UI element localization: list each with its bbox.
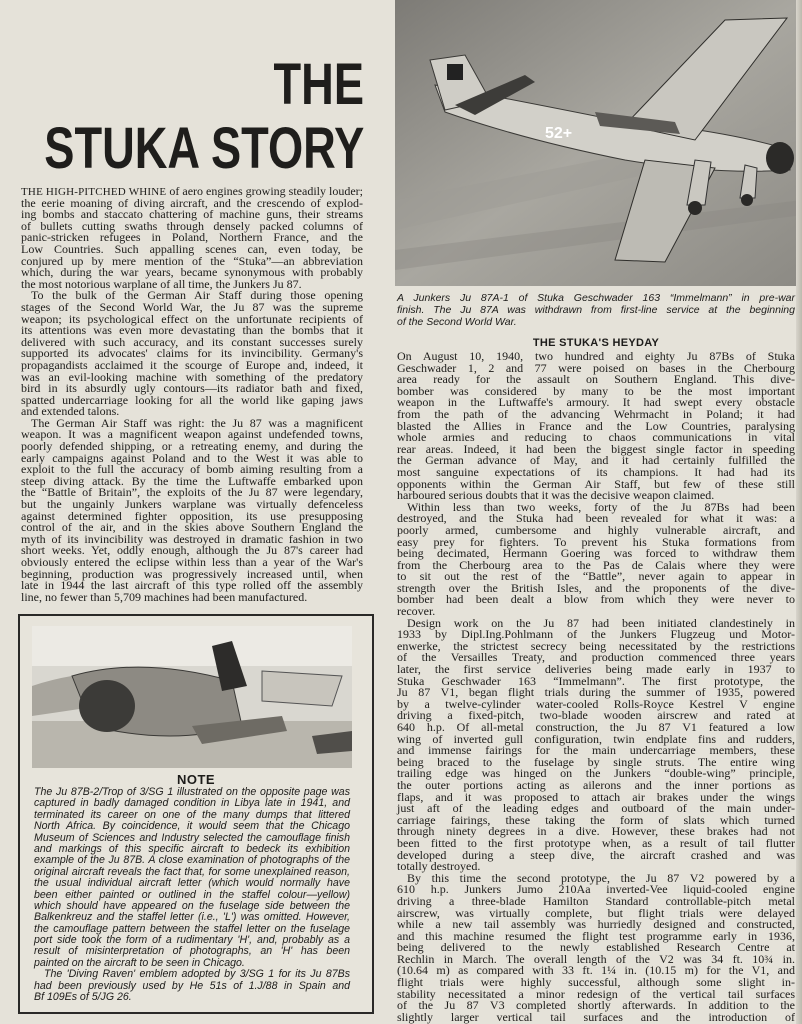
text-line: The 'Diving Raven' emblem adopted by 3/SG 1 for its Ju 87Bs: [44, 968, 350, 981]
text-line: from the path of the advancing Wehrmacht in Poland; it had: [397, 406, 795, 421]
text-line: from the Cherbourg area to the Pas de Calais where they were: [397, 557, 795, 572]
text-line: steep diving attack. By the time the Luftwaffe embarked upon: [21, 473, 363, 488]
intro-lead-in: THE HIGH-PITCHED WHINE: [21, 186, 167, 198]
text-line: supported its advocates' claims for its invincibility. Germany's: [21, 346, 363, 361]
text-line: recover.: [397, 604, 436, 619]
text-line: propagandists acclaimed it the scourge of Europe and, indeed, it: [21, 357, 363, 372]
text-line: the camouflage pattern between the staffel letter on the fuselage: [34, 922, 350, 935]
text-line: of the Ju 87 V3 completed shortly afterwards. In addition to the: [397, 998, 795, 1013]
text-line: and markings of this specific aircraft to bedeck its exhibition: [34, 842, 350, 855]
text-line: by a twelve-cylinder water-cooled Rolls-Royce Kestrel V engine: [397, 696, 795, 711]
text-line: By this time the second prototype, the Ju 87 V2 powered by a: [407, 870, 795, 885]
text-line: blasted the Allies in France and the Low Countries, paralysing: [397, 418, 795, 433]
note-text: [34, 787, 350, 1003]
text-line: spatted undercarriage looking for all the world like gaping jaws: [21, 392, 363, 407]
text-line: stability necessitated a minor redesign of the vertical tail surfaces: [397, 986, 795, 1001]
intro-first-line: of aero engines growing steadily louder;: [166, 184, 363, 198]
text-line: Stuka Geschwader 163 “Immelmann”. The first prototype, the: [397, 673, 795, 688]
text-line: (10.64 m) as compared with 33 ft. 1¼ in. (10.15 m) for the V1, and: [397, 963, 795, 978]
text-line: and extended talons.: [21, 404, 120, 419]
text-line: To the bulk of the German Air Staff during those opening: [31, 288, 363, 303]
text-line: ing bombs and staccato chattering of machine guns, their streams: [21, 207, 363, 222]
text-line: its attentions was even more devastating than the bombs that it: [21, 323, 363, 338]
text-line: example of the Ju 87B. A close examination of photographs of the: [34, 854, 350, 867]
note-sidebar-box: [18, 614, 374, 1014]
text-line: 610 h.p. Junkers Jumo 210Aa inverted-Vee liquid-cooled engine: [397, 882, 795, 897]
text-line: Rechlin in March. The overall length of the V2 was 34 ft. 10¾ in.: [397, 951, 795, 966]
text-line: Balkenkreuz and the staffel letter (i.e., 'L') was omitted. However,: [34, 911, 350, 924]
text-line: easy prey for fighters. To prevent his Stuka formations from: [397, 534, 795, 549]
text-line: late in 1944 the last aircraft of this type rolled off the assembly: [21, 578, 363, 593]
text-line: myth of its invincibility was destroyed in dramatic fashion in two: [21, 531, 363, 546]
text-line: result of misinterpretation of photographs, an 'H' has been: [34, 945, 350, 958]
article-title-line-1: THE: [273, 52, 364, 117]
text-line: destroyed, and the Stuka had been revealed for what it was: a: [397, 511, 795, 526]
note-title: NOTE: [176, 772, 216, 787]
text-line: enwerke, the strictest secrecy being necessitated by the restrictions: [397, 638, 795, 653]
text-line: to sit out the rest of the “Battle”, never again to appear in: [397, 569, 795, 584]
text-line: The German Air Staff was right: the Ju 87 was a magnificent: [31, 415, 363, 430]
text-line: of bullets cutting swaths through densely packed columns of: [21, 218, 363, 233]
text-line: flaps, and it was proposed to attach air brakes under the wings: [397, 789, 795, 804]
text-line: being braced to the fuselage by single struts. The entire wing: [397, 754, 795, 769]
section-heading: THE STUKA'S HEYDAY: [532, 337, 660, 349]
text-line: totally destroyed.: [397, 859, 481, 874]
text-line: which should have appeared on the fuselage side between the: [34, 899, 350, 912]
text-line: driving a fixed-pitch, two-blade wooden airscrew and rated at: [397, 708, 795, 723]
text-line: opponents within the German Air Staff, but few of these still: [397, 476, 795, 491]
text-line: of the Second World War.: [397, 316, 517, 328]
text-line: being delivered to the newly established Research Centre at: [397, 940, 795, 955]
text-line: bomber was considered by many to be the most important: [397, 383, 795, 398]
text-line: later, the first service deliveries being made early in 1937 to: [397, 662, 795, 677]
text-line: terminated its career on one of the many dumps that littered: [34, 808, 350, 821]
text-line: obviously entered the eclipse within less than a year of the War's: [21, 555, 363, 569]
text-line: finish. The Ju 87A was withdrawn from first-line service at the beginning: [397, 304, 795, 316]
text-line: against determined fighter opposition, its use presupposing: [21, 508, 363, 523]
text-line: panic-stricken refugees in Poland, Northern France, and the: [21, 230, 363, 245]
text-line: trailing edge was hinged on the Junkers “double-wing” principle,: [397, 766, 795, 781]
text-line: Bf 109Es of 5/JG 26.: [34, 991, 132, 1004]
wrecked-aircraft-image: [32, 626, 352, 768]
text-line: slightly larger vertical tail surfaces and the introduction of: [397, 1009, 795, 1024]
text-line: weapon. It was a magnificent weapon against undefended towns,: [21, 427, 363, 442]
text-line: Design work on the Ju 87 had been initiated clandestinely in: [407, 615, 795, 630]
text-line: whole armies and reducing to chaos communications in vital: [397, 430, 795, 445]
text-line: had been previously used by He 51s of 1.J/88 in Spain and: [34, 979, 350, 992]
text-line: original aircraft reveals the fact that, for some unexplained reason,: [34, 865, 350, 878]
ju87a-in-flight-photo: [395, 0, 802, 286]
text-line: while a new tail assembly was hurriedly designed and constructed,: [397, 917, 795, 932]
text-line: short weeks. Yet, oddly enough, although the Ju 87's career had: [21, 543, 363, 558]
text-line: the outer portions acting as ailerons and the inner portions as: [397, 777, 795, 792]
text-line: 640 h.p. Of all-metal construction, the Ju 87 V1 featured a low: [397, 720, 795, 734]
text-line: 1933 by Dipl.Ing.Pohlmann of the Junkers Flugzeug und Motor-: [397, 627, 795, 642]
text-line: being decimated, Hermann Goering was forced to withdraw them: [397, 546, 795, 561]
text-line: the usual individual aircraft letter (which would normally have: [34, 877, 350, 890]
text-line: A Junkers Ju 87A-1 of Stuka Geschwader 163 “Immelmann” in pre-war: [397, 292, 795, 304]
text-line: developed during a steep dive, the aircraft crashed and was: [397, 847, 795, 862]
text-line: flight trials were highly successful, although some slight in-: [397, 975, 795, 990]
text-line: through ninety degrees in a dive. However, these brakes had not: [397, 824, 795, 839]
text-line: harboured serious doubts that it was the decisive weapon claimed.: [397, 488, 715, 503]
photo-caption: [397, 292, 795, 328]
text-line: early campaigns against Poland and to the West it was able to: [21, 450, 363, 465]
text-line: carriage fairings, these taking the form of slats which turned: [397, 812, 795, 827]
right-column-text: [397, 351, 795, 1023]
text-line: line, no fewer than 5,709 machines had been manufactured.: [21, 589, 308, 604]
text-line: just aft of the leading edges and outboard of the main under-: [397, 801, 795, 816]
text-line: most sanguine expectations of its champions. It had had its: [397, 464, 795, 479]
text-line: captured in badly damaged condition in Libya late in 1941, and: [34, 797, 350, 810]
text-line: been fitted to the first prototype when, as a result of tail flutter: [397, 835, 795, 850]
page-edge-shadow: [796, 0, 802, 1024]
text-line: bird in its absurdly ugly contours—its radiator bath and fixed,: [21, 381, 363, 396]
text-line: rear areas. Indeed, it had been the biggest single factor in speeding: [397, 441, 795, 456]
text-line: exploit to the full the accuracy of bomb aiming resulting from a: [21, 462, 363, 477]
fuselage-code-marking: 52+: [545, 125, 573, 142]
text-line: airscrew, was virtually complete, but flight trials were delayed: [397, 905, 795, 920]
text-line: The Ju 87B-2/Trop of 3/SG 1 illustrated on the opposite page was: [34, 786, 350, 798]
text-line: poorly defended shipping, or a retreating enemy, and during the: [21, 439, 363, 454]
ju87-aircraft-image: [395, 0, 802, 286]
text-line: weapon in the Luftwaffe's armoury. It had swept every obstacle: [397, 395, 795, 410]
text-line: but the ungainly Junkers warplane was virtually defenceless: [21, 497, 363, 512]
text-line: painted on the aircraft to be seen in Chicago.: [34, 956, 245, 969]
text-line: strength over the British Isles, and the proponents of the dive-: [397, 580, 795, 595]
text-line: and this machine resumed the flight test programme early in 1936,: [397, 928, 795, 943]
text-line: On August 10, 1940, two hundred and eighty Ju 87Bs of Stuka: [397, 349, 795, 363]
left-column-text: [21, 186, 363, 603]
text-line: wing of inverted gull configuration, twin endplate fins and rudders,: [397, 731, 795, 746]
text-line: stages of the Second World War, the Ju 87 was the supreme: [21, 299, 363, 314]
text-line: the eerie moaning of diving aircraft, and the crescendo of explod-: [21, 195, 363, 210]
text-line: weapon; its psychological effect on the unfortunate recipients of: [21, 311, 363, 326]
text-line: bomber had been dealt a blow from which they were never to: [397, 592, 795, 607]
text-line: conjured up by mere mention of the “Stuka”—an abbreviation: [21, 253, 363, 268]
text-line: Within less than two weeks, forty of the Ju 87Bs had been: [407, 499, 795, 514]
text-line: North Africa. By coincidence, it would seem that the Chicago: [34, 820, 350, 833]
article-title-line-2: STUKA STORY: [43, 116, 364, 181]
text-line: been either painted or outlined in the staffel colour—yellow): [34, 888, 350, 901]
text-line: beginning, production was progressively increased until, when: [21, 566, 363, 581]
text-line: delivered with such accuracy, and its constant successes surely: [21, 334, 363, 349]
text-line: of the Versailles Treaty, and production commenced three years: [397, 650, 795, 665]
text-line: and immense fairings for the main undercarriage members, these: [397, 743, 795, 758]
text-line: control of the air, and in the skies above Southern England the: [21, 520, 363, 535]
text-line: area ready for the assault on Southern England. This dive-: [397, 372, 795, 387]
text-line: port side took the form of a rudimentary 'H', and, probably as a: [34, 934, 350, 947]
text-line: Ju 87 V1, began flight trials during the summer of 1935, powered: [397, 685, 795, 700]
text-line: Museum of Sciences and Industry selected the camouflage finish: [34, 831, 350, 844]
text-line: poorly armed, cumbersome and highly vulnerable aircraft, and: [397, 522, 795, 537]
text-line: the “Battle of Britain”, the exploits of the Ju 87 were legendary,: [21, 485, 363, 500]
text-line: the most notorious warplane of all time, the Junkers Ju 87.: [21, 276, 302, 291]
text-line: driving a three-blade Hamilton Standard controllable-pitch metal: [397, 893, 795, 908]
wrecked-ju87-dump-photo: [32, 626, 352, 768]
text-line: the German advance of May, and it had certainly fulfilled the: [397, 453, 795, 468]
text-line: was an evil-looking machine with something of the predatory: [21, 369, 363, 384]
text-line: Geschwader 1, 2 and 77 were poised on bases in the Cherbourg: [397, 360, 795, 375]
text-line: Low Countries. Such appalling scenes can, even today, be: [21, 241, 363, 256]
text-line: which, during the war years, became synonymous with probably: [21, 265, 363, 280]
